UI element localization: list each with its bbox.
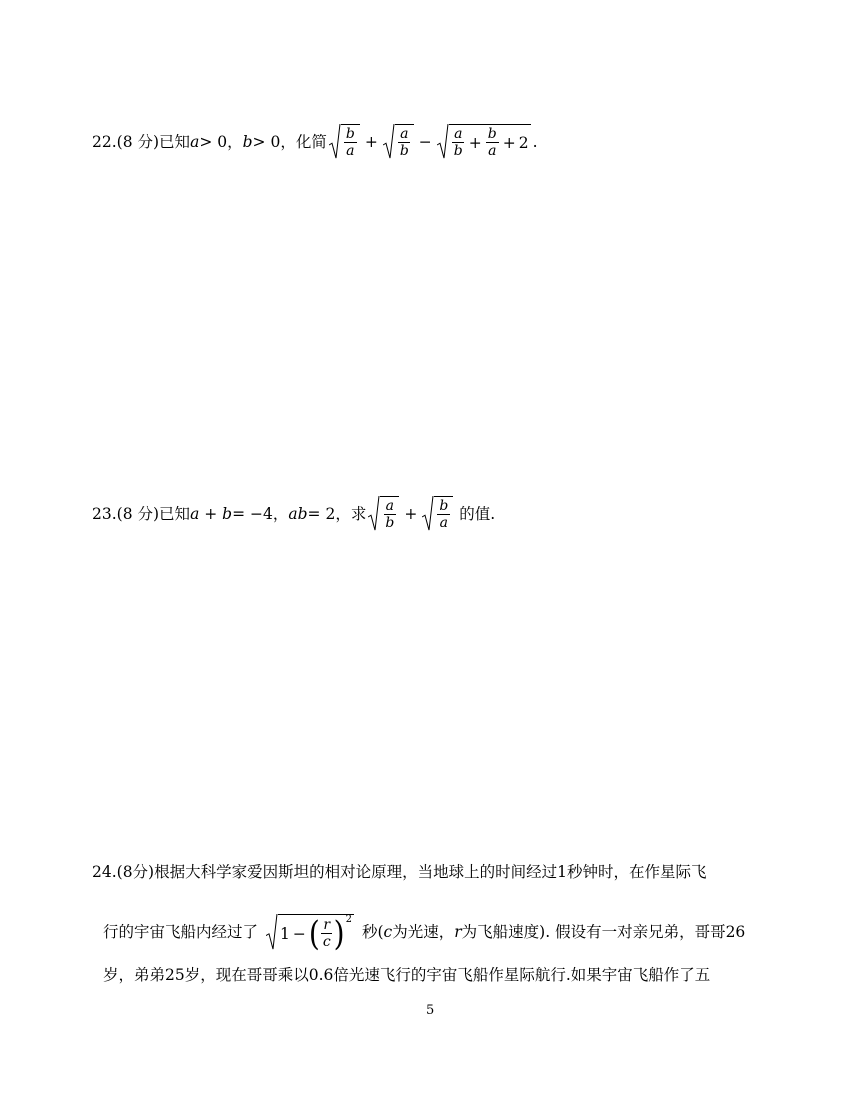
sqrt-expression: [329, 124, 360, 159]
radical-sign-icon: [329, 124, 341, 159]
text: 已知: [159, 504, 191, 523]
text: ，: [227, 132, 243, 151]
problem-24-line-1: 24.(8分)根据大科学家爱因斯坦的相对论原理，当地球上的时间经过1秒钟时，在作星际飞: [92, 863, 707, 881]
fraction: $\frac{b}{a}$: [487, 126, 497, 159]
text: > 0: [252, 132, 281, 151]
text: 的值.: [459, 504, 496, 523]
fraction: $\frac{r}{c}$: [322, 917, 331, 950]
fraction: $\frac{a}{b}$: [385, 498, 395, 531]
text: ，: [272, 504, 289, 523]
sqrt-expression: $\frac{a}{b}$ + $\frac{b}{a}$ + 2: [437, 124, 531, 159]
text: = 2: [307, 504, 336, 523]
sqrt-expression: [368, 496, 399, 531]
radical-sign-icon: [383, 124, 395, 159]
variable: ab: [288, 504, 308, 523]
text: ，: [335, 504, 351, 523]
fraction: $\frac{b}{a}$: [345, 126, 355, 159]
fraction: $\frac{a}{b}$: [453, 126, 463, 159]
variable: a + b: [190, 504, 233, 523]
problem-24-line-2: 行的宇宙飞船内经过了 1 − ( $\frac{r}{c}$ ) 2 秒( c 为光速， r 为飞船速度). 假设有一对亲兄弟，哥哥26: [103, 913, 746, 953]
text: ，: [280, 132, 296, 151]
sqrt-expression: [422, 496, 453, 531]
problem-23: [92, 496, 495, 531]
problem-number: 23.(8 分): [92, 504, 160, 523]
variable: a: [190, 132, 200, 151]
problem-24-line-3: 岁，弟弟25岁，现在哥哥乘以0.6倍光速飞行的宇宙飞船作星际航行.如果宇宙飞船作了五: [103, 966, 711, 984]
text: > 0: [199, 132, 228, 151]
plus-sign: +: [364, 132, 378, 151]
minus-sign: −: [418, 132, 432, 151]
sqrt-expression: [383, 124, 414, 159]
text: 已知: [159, 132, 191, 151]
problem-number: 22.(8 分): [92, 132, 160, 151]
page-number: 5: [426, 1003, 435, 1018]
text: = −4: [232, 504, 273, 523]
plus-sign: +: [404, 504, 418, 523]
text: 化简: [295, 132, 327, 151]
fraction: $\frac{b}{a}$: [439, 498, 449, 531]
radical-sign-icon: [437, 124, 449, 159]
radical-sign-icon: [422, 496, 434, 531]
variable: b: [242, 132, 253, 151]
problem-22: [92, 124, 538, 159]
text: .: [532, 132, 538, 151]
text: 求: [350, 504, 367, 523]
radical-sign-icon: [266, 914, 278, 950]
sqrt-expression: 1 − ( $\frac{r}{c}$ ) 2: [266, 914, 354, 950]
radical-sign-icon: [368, 496, 380, 531]
fraction: $\frac{a}{b}$: [399, 126, 409, 159]
